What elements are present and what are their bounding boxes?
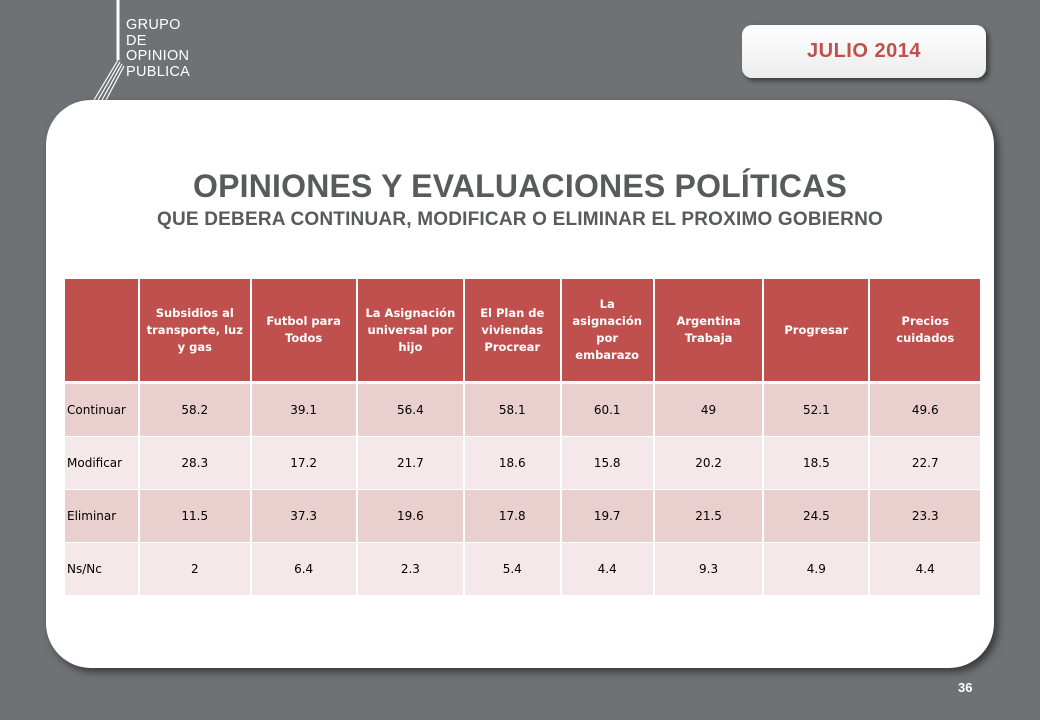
table-cell: 11.5 [139, 490, 251, 543]
row-label: Ns/Nc [65, 543, 139, 596]
table-cell: 58.1 [464, 383, 561, 437]
row-label: Modificar [65, 437, 139, 490]
table-cell: 19.6 [357, 490, 464, 543]
table-row [65, 543, 980, 596]
table-cell: 19.7 [561, 490, 654, 543]
table-cell: 21.7 [357, 437, 464, 490]
header-cell: Subsidios al transporte, luz y gas [139, 279, 251, 383]
table-row [65, 490, 980, 543]
logo [92, 0, 212, 100]
table-cell: 17.2 [251, 437, 357, 490]
table-cell: 2 [139, 543, 251, 596]
header-cell: La Asignación universal por hijo [357, 279, 464, 383]
table-row [65, 383, 980, 437]
row-label: Eliminar [65, 490, 139, 543]
table-cell: 4.9 [763, 543, 869, 596]
table-cell: 60.1 [561, 383, 654, 437]
page-title: OPINIONES Y EVALUACIONES POLÍTICAS [192, 168, 848, 204]
table-cell: 49 [654, 383, 763, 437]
date-badge: JULIO 2014 [742, 25, 986, 78]
table-cell: 17.8 [464, 490, 561, 543]
row-label: Continuar [65, 383, 139, 437]
logo-line-4: PUBLICA [126, 63, 191, 80]
table-row [65, 437, 980, 490]
header-cell: El Plan de viviendas Procrear [464, 279, 561, 383]
table-cell: 6.4 [251, 543, 357, 596]
table-cell: 22.7 [869, 437, 980, 490]
table-cell: 56.4 [357, 383, 464, 437]
table-cell: 37.3 [251, 490, 357, 543]
table-cell: 9.3 [654, 543, 763, 596]
table-cell: 18.6 [464, 437, 561, 490]
table-cell: 5.4 [464, 543, 561, 596]
header-cell: Argentina Trabaja [654, 279, 763, 383]
table-cell: 49.6 [869, 383, 980, 437]
table-cell: 52.1 [763, 383, 869, 437]
table-cell: 18.5 [763, 437, 869, 490]
table-cell: 39.1 [251, 383, 357, 437]
table-cell: 21.5 [654, 490, 763, 543]
table-cell: 24.5 [763, 490, 869, 543]
table-header-row [65, 279, 980, 383]
logo-line-3: OPINION [126, 48, 190, 64]
table-cell: 58.2 [139, 383, 251, 437]
page-subtitle: QUE DEBERA CONTINUAR, MODIFICAR O ELIMINAR EL PROXIMO GOBIERNO [157, 209, 883, 230]
header-cell: La asignación por embarazo [561, 279, 654, 383]
page-number: 36 [958, 680, 973, 695]
header-cell-corner [65, 279, 139, 383]
header-cell: Futbol para Todos [251, 279, 357, 383]
table-cell: 4.4 [869, 543, 980, 596]
results-table [65, 279, 980, 596]
table-cell: 28.3 [139, 437, 251, 490]
logo-text [126, 18, 190, 80]
table-cell: 15.8 [561, 437, 654, 490]
table-cell: 2.3 [357, 543, 464, 596]
logo-line-1: GRUPO [126, 17, 181, 33]
table-cell: 4.4 [561, 543, 654, 596]
table-cell: 23.3 [869, 490, 980, 543]
header-cell: Progresar [763, 279, 869, 383]
logo-line-2: DE [126, 32, 147, 49]
table-cell: 20.2 [654, 437, 763, 490]
header-cell: Precios cuidados [869, 279, 980, 383]
